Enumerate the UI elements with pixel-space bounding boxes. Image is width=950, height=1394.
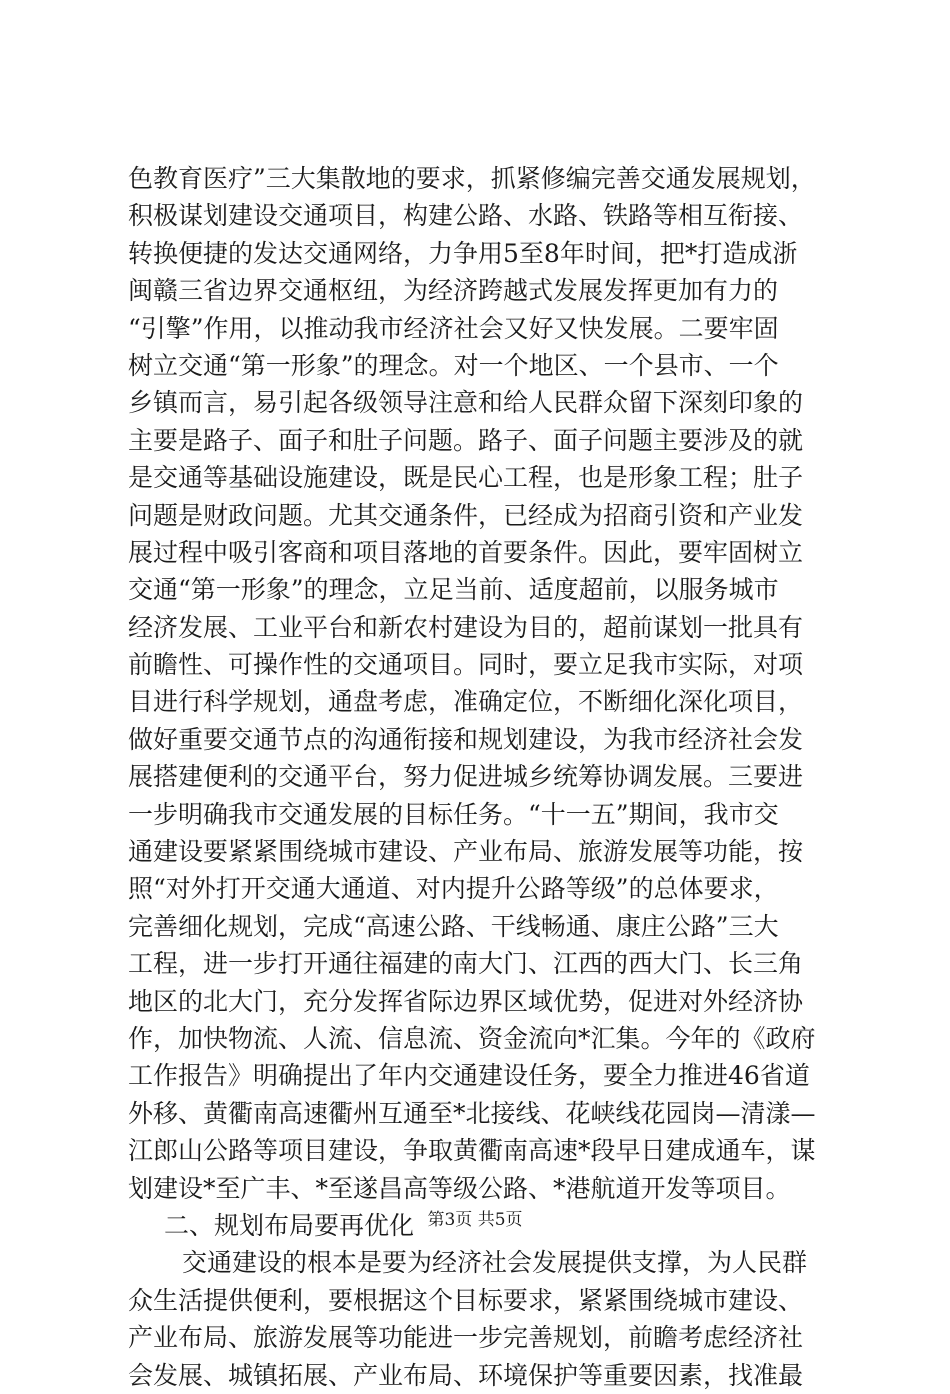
text-line: 目进行科学规划，通盘考虑，准确定位，不断细化深化项目， xyxy=(128,687,804,717)
text-line: 产业布局、旅游发展等功能进一步完善规划，前瞻考虑经济社 xyxy=(128,1323,804,1353)
text-line: 一步明确我市交通发展的目标任务。“十一五”期间，我市交 xyxy=(128,799,779,829)
text-line: 划建设*至广丰、*至遂昌高等级公路、*港航道开发等项目。 xyxy=(128,1173,791,1203)
text-line: 众生活提供便利，要根据这个目标要求，紧紧围绕城市建设、 xyxy=(128,1285,804,1315)
text-line: 前瞻性、可操作性的交通项目。同时，要立足我市实际，对项 xyxy=(128,650,804,680)
text-line: 会发展、城镇拓展、产业布局、环境保护等重要因素，找准最 xyxy=(128,1360,804,1390)
text-line: 江郎山公路等项目建设，争取黄衢南高速*段早日建成通车，谋 xyxy=(128,1136,816,1166)
text-line: 工程，进一步打开通往福建的南大门、江西的西大门、长三角 xyxy=(128,949,804,979)
text-line: 是交通等基础设施建设，既是民心工程，也是形象工程；肚子 xyxy=(128,463,804,493)
text-line: 闽赣三省边界交通枢纽，为经济跨越式发展发挥更加有力的 xyxy=(128,276,779,306)
text-line: 地区的北大门，充分发挥省际边界区域优势，促进对外经济协 xyxy=(128,986,804,1016)
text-line: 主要是路子、面子和肚子问题。路子、面子问题主要涉及的就 xyxy=(128,425,804,455)
text-line: 问题是财政问题。尤其交通条件，已经成为招商引资和产业发 xyxy=(128,500,804,530)
text-line: 展过程中吸引客商和项目落地的首要条件。因此，要牢固树立 xyxy=(128,537,804,567)
text-line: 作，加快物流、人流、信息流、资金流向*汇集。今年的《政府 xyxy=(128,1023,816,1053)
text-line: 做好重要交通节点的沟通衔接和规划建设，为我市经济社会发 xyxy=(128,724,804,754)
text-line: 通建设要紧紧围绕城市建设、产业布局、旅游发展等功能，按 xyxy=(128,837,804,867)
text-line: 转换便捷的发达交通网络，力争用5至8年时间，把*打造成浙 xyxy=(128,238,798,268)
text-line: 色教育医疗”三大集散地的要求，抓紧修编完善交通发展规划， xyxy=(128,164,816,193)
text-line: 经济发展、工业平台和新农村建设为目的，超前谋划一批具有 xyxy=(128,612,804,642)
text-line: 乡镇而言，易引起各级领导注意和给人民群众留下深刻印象的 xyxy=(128,388,804,418)
text-line: 外移、黄衢南高速衢州互通至*北接线、花峡线花园岗—清漾— xyxy=(128,1098,816,1128)
text-line: 积极谋划建设交通项目，构建公路、水路、铁路等相互衔接、 xyxy=(128,201,804,231)
section-heading: 二、规划布局要再优化 xyxy=(164,1210,415,1240)
text-line: 照“对外打开交通大通道、对内提升公路等级”的总体要求， xyxy=(128,874,779,904)
text-line: 交通“第一形象”的理念，立足当前、适度超前，以服务城市 xyxy=(128,575,779,605)
text-line: 交通建设的根本是要为经济社会发展提供支撑，为人民群 xyxy=(182,1248,808,1278)
text-line: 树立交通“第一形象”的理念。对一个地区、一个县市、一个 xyxy=(128,350,779,380)
text-line: 完善细化规划，完成“高速公路、干线畅通、康庄公路”三大 xyxy=(128,911,779,941)
text-line: 工作报告》明确提出了年内交通建设任务，要全力推进46省道 xyxy=(128,1061,810,1091)
text-line: 展搭建便利的交通平台，努力促进城乡统筹协调发展。三要进 xyxy=(128,762,804,792)
text-line: “引擎”作用，以推动我市经济社会又好又快发展。二要牢固 xyxy=(128,313,779,343)
page-footer: 第3页 共5页 xyxy=(427,1210,523,1230)
